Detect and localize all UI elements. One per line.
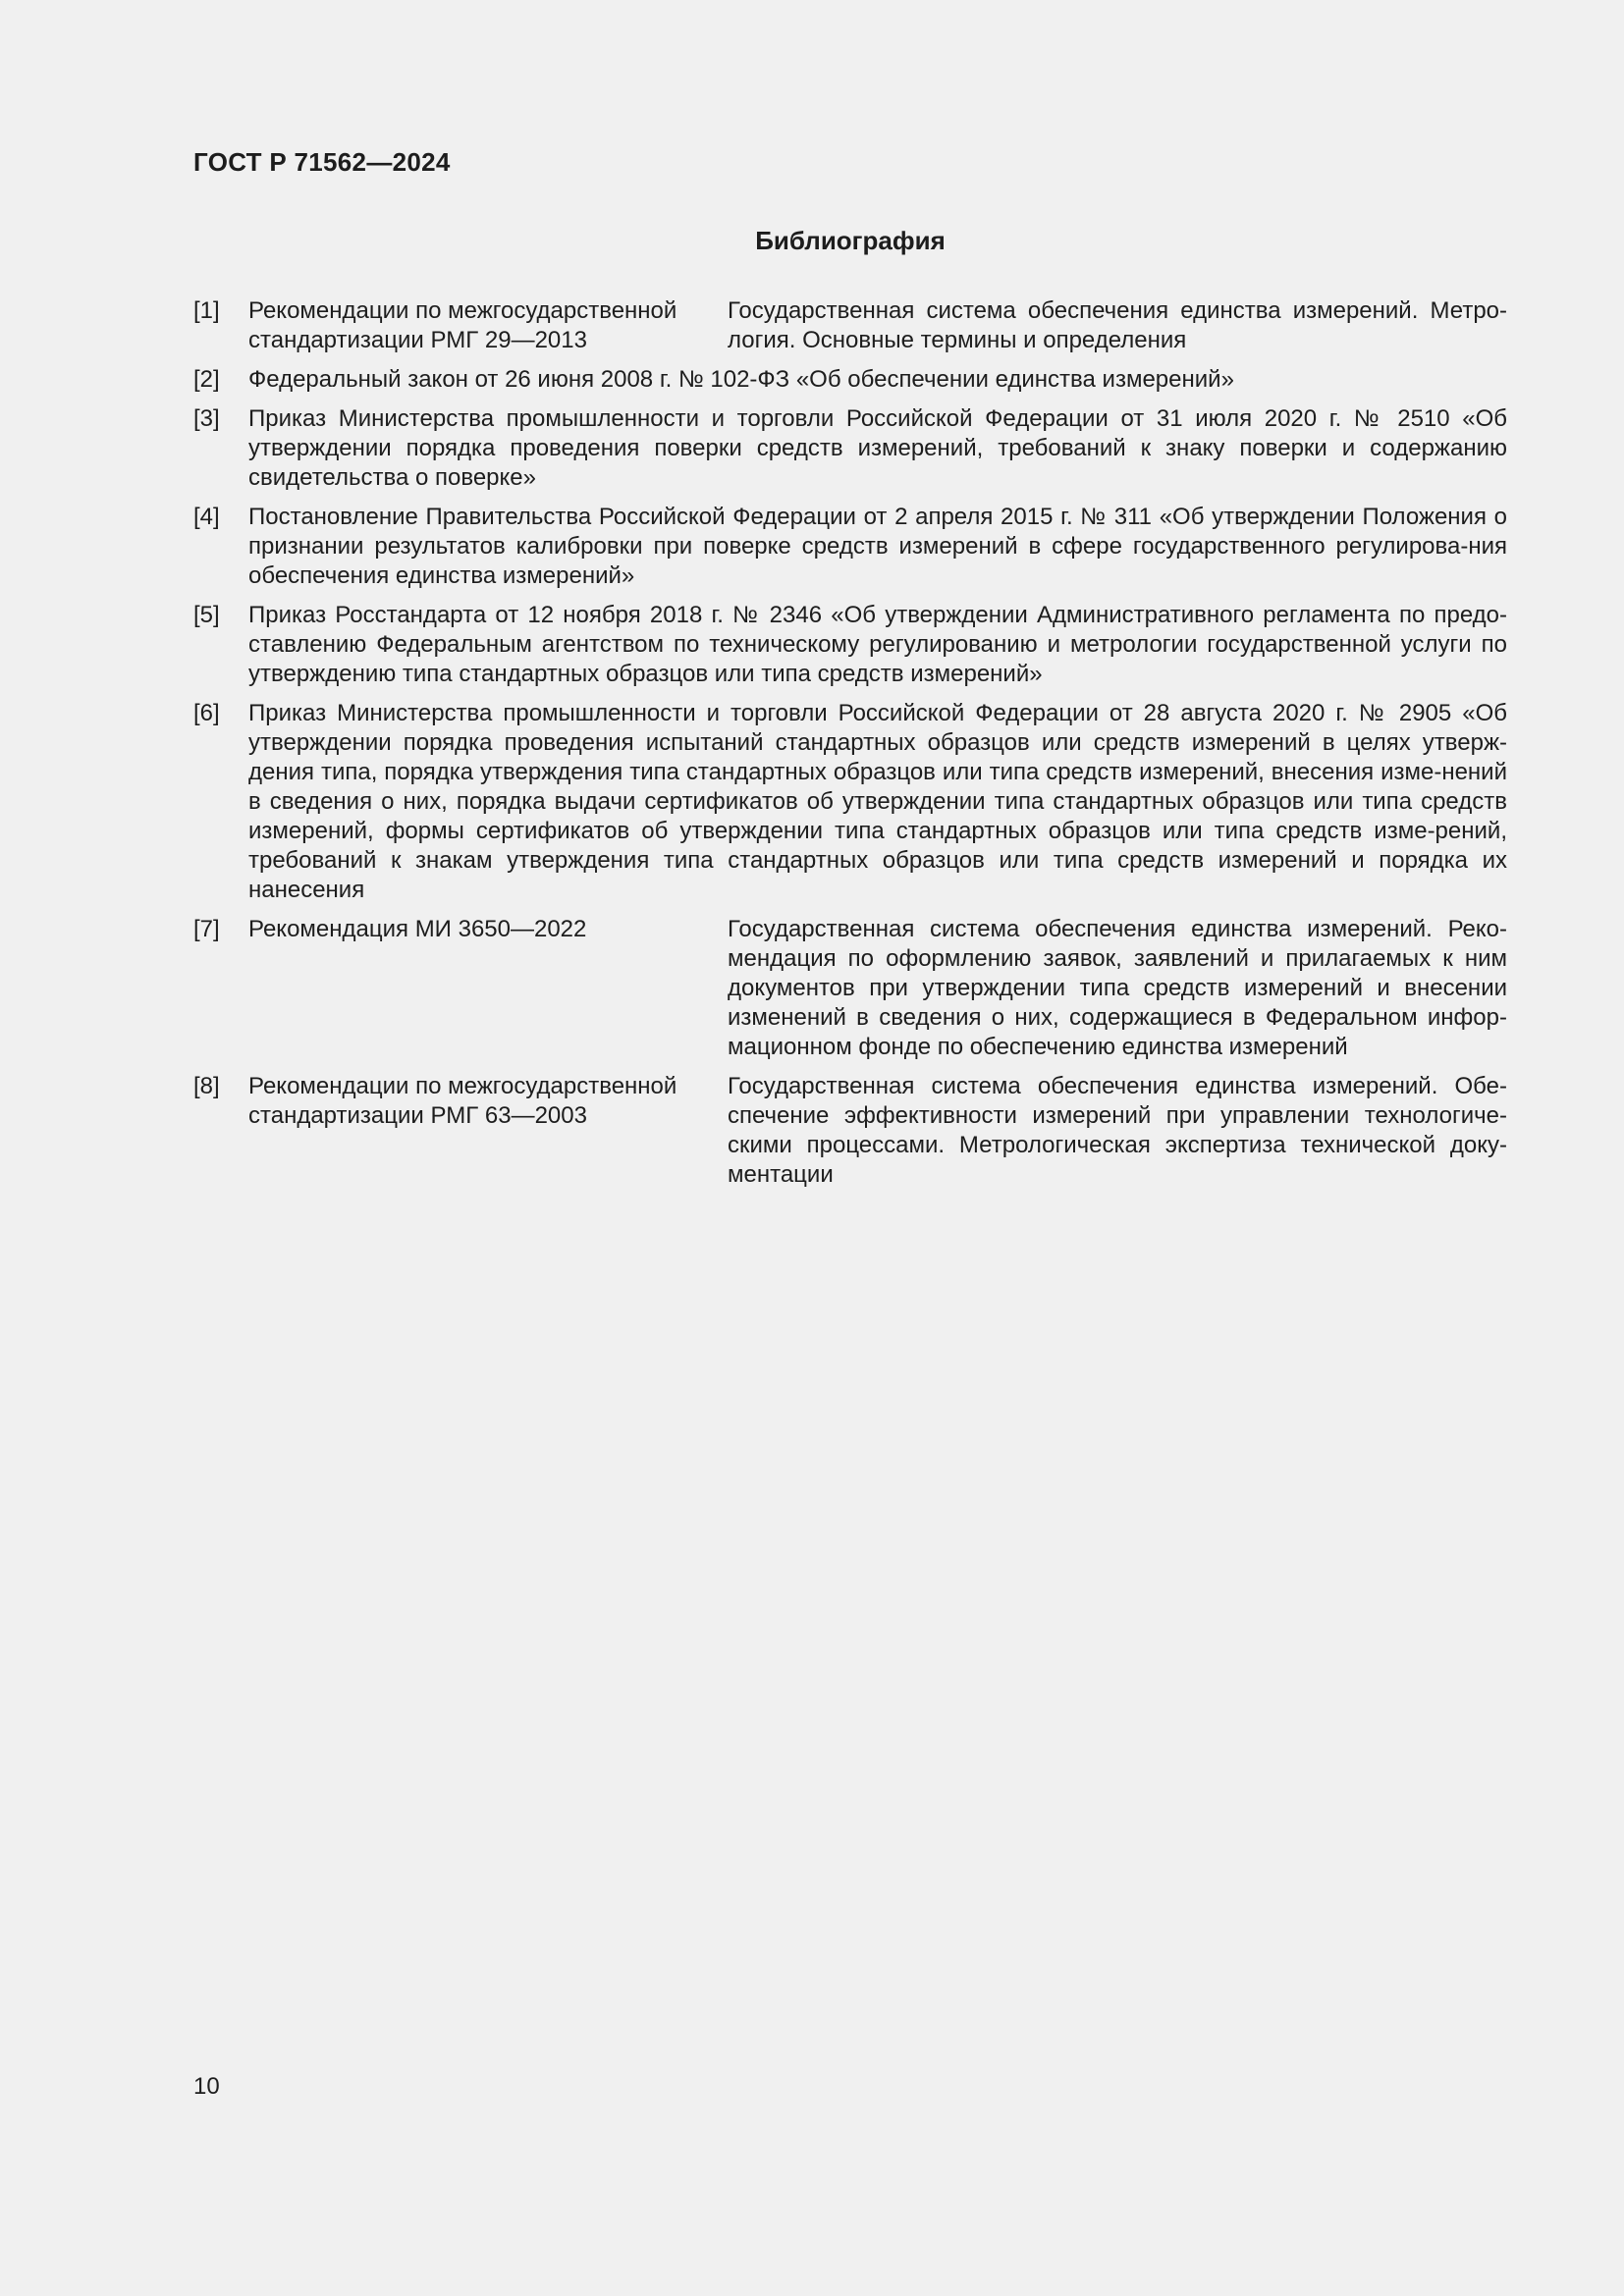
entry-text: Федеральный закон от 26 июня 2008 г. № 102-ФЗ «Об обеспечении единства измерений» <box>248 366 1234 393</box>
bibliography-entry <box>193 1072 1507 1190</box>
entry-number: [4] <box>193 504 220 530</box>
bibliography-entry <box>193 503 1507 591</box>
bibliography-entry <box>193 296 1507 355</box>
entry-number: [8] <box>193 1073 220 1099</box>
bibliography-entry <box>193 404 1507 493</box>
entry-source: Рекомендации по межгосударственной стандартизации РМГ 29—2013 <box>248 297 677 353</box>
bibliography-entry <box>193 699 1507 905</box>
entry-number: [1] <box>193 297 220 324</box>
entry-number: [3] <box>193 405 220 432</box>
entry-text: Приказ Росстандарта от 12 ноября 2018 г. № 2346 «Об утверждении Административного регламента по предо-ставлению Федеральным агентством по техническому регулированию и метрологии государственной услуги по утверждению типа стандартных образцов или типа средств измерений» <box>248 602 1507 687</box>
entry-number: [6] <box>193 700 220 726</box>
entry-description: Государственная система обеспечения единства измерений. Обе-спечение эффективности измерений при управлении технологиче-скими процессами. Метрологическая экспертиза технической доку-ментации <box>728 1073 1507 1188</box>
bibliography-entry <box>193 601 1507 689</box>
entry-description: Государственная система обеспечения единства измерений. Метро-логия. Основные термины и определения <box>728 297 1507 353</box>
bibliography-entry <box>193 365 1507 395</box>
bibliography-entry <box>193 915 1507 1062</box>
entry-source: Рекомендация МИ 3650—2022 <box>248 916 587 942</box>
entry-number: [5] <box>193 602 220 628</box>
entry-text: Приказ Министерства промышленности и торговли Российской Федерации от 31 июля 2020 г. № 2510 «Об утверждении порядка проведения поверки средств измерений, требований к знаку поверки и содержанию свидетельства о поверке» <box>248 405 1507 491</box>
section-title: Библиография <box>755 226 946 255</box>
page-number: 10 <box>193 2073 220 2100</box>
document-code: ГОСТ Р 71562—2024 <box>193 147 451 177</box>
entry-number: [7] <box>193 916 220 942</box>
entry-description: Государственная система обеспечения единства измерений. Реко-мендация по оформлению заявок, заявлений и прилагаемых к ним документов при утверждении типа средств измерений и внесении изменений в сведения о них, содержащиеся в Федеральном инфор-мационном фонде по обеспечению единства измерений <box>728 916 1507 1060</box>
entry-text: Приказ Министерства промышленности и торговли Российской Федерации от 28 августа 2020 г. № 2905 «Об утверждении порядка проведения испытаний стандартных образцов или средств измерений в целях утверж-дения типа, порядка утверждения типа стандартных образцов или типа средств измерений, внесения изме-нений в сведения о них, порядка выдачи сертификатов об утверждении типа стандартных образцов или типа средств измерений, формы сертификатов об утверждении типа стандартных образцов или типа средств изме-рений, требований к знакам утверждения типа стандартных образцов или типа средств измерений и порядка их нанесения <box>248 700 1507 903</box>
entry-text: Постановление Правительства Российской Федерации от 2 апреля 2015 г. № 311 «Об утверждении Положения о признании результатов калибровки при поверке средств измерений в сфере государственного регулирова-ния обеспечения единства измерений» <box>248 504 1507 589</box>
entry-number: [2] <box>193 366 220 393</box>
entry-source: Рекомендации по межгосударственной стандартизации РМГ 63—2003 <box>248 1073 677 1129</box>
bibliography-list <box>193 296 1507 1200</box>
